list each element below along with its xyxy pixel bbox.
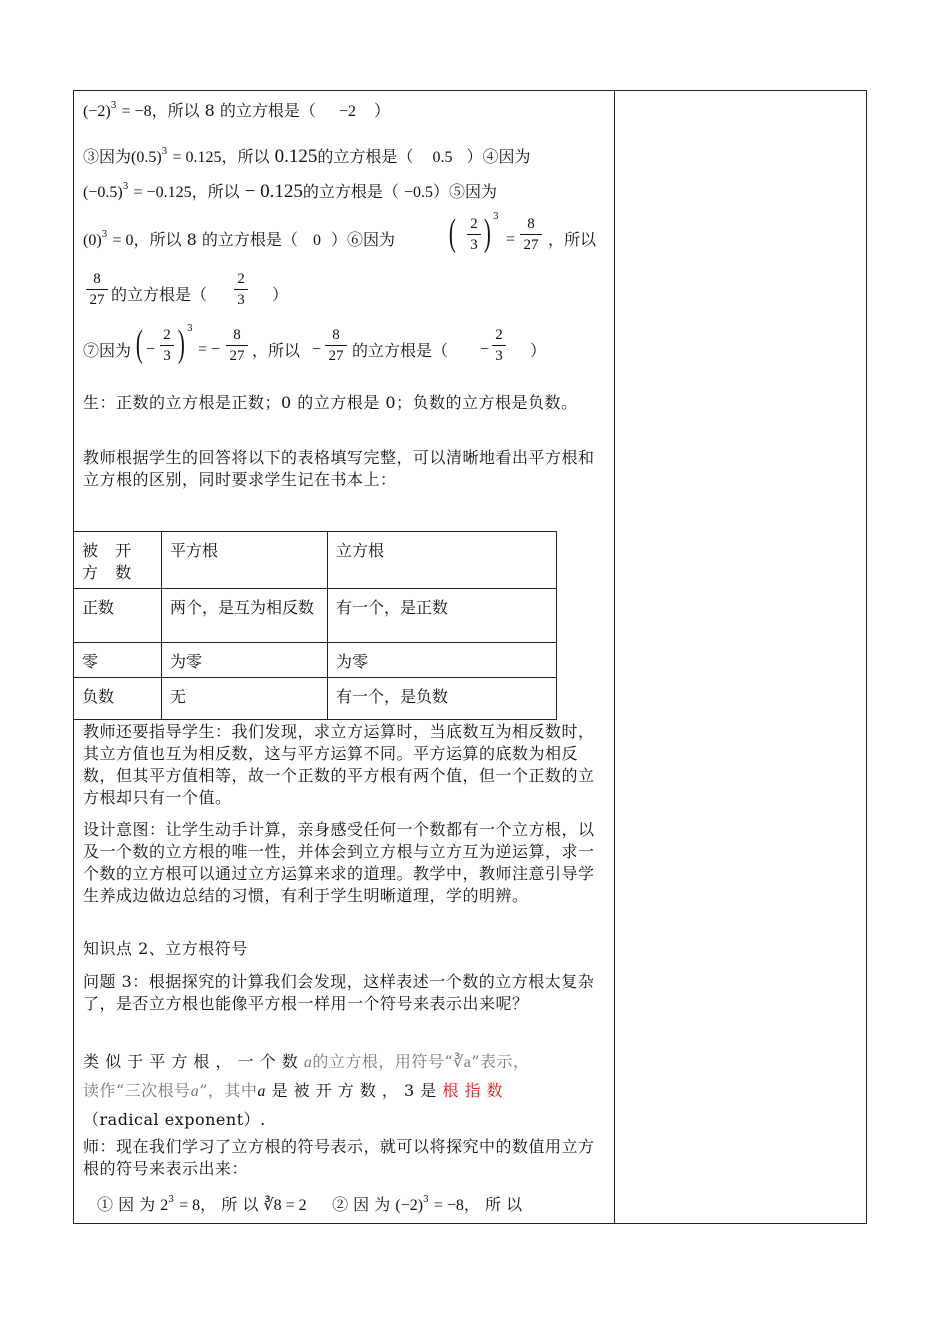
text: ，所以 — [191, 182, 240, 201]
text: ，所以 — [252, 341, 301, 360]
teacher-table-intro: 教师根据学生的回答将以下的表格填写完整，可以清晰地看出平方根和立方根的区别，同时要求学生记在书本上： — [83, 448, 595, 489]
math-base: (0.5) — [131, 149, 162, 166]
paren-right: ) — [483, 212, 491, 254]
line-3 — [83, 181, 497, 206]
math-result: = −0.125 — [133, 184, 192, 201]
text: ⑦因为 — [83, 341, 132, 360]
table-header-row — [74, 532, 557, 589]
math-base: (−2) — [83, 103, 111, 120]
paren-left: ( — [448, 212, 456, 254]
line-4 — [83, 229, 395, 254]
text: 的立方根是（ — [317, 147, 414, 166]
table-cell: 无 — [162, 678, 328, 720]
line-1 — [83, 100, 390, 125]
header-cell: 平方根 — [162, 532, 328, 589]
text: ③因为 — [83, 147, 132, 166]
math-minus: − — [312, 341, 322, 358]
last-line: ① 因 为 $2^3 = 8$， 所 以 ∛8 = 2 ② 因 为 $(-2)^3 = -8$， 所 以 — [97, 1195, 523, 1214]
math-minus: − — [146, 341, 156, 358]
math-exp: 3 — [101, 230, 108, 240]
teacher-guidance: 教师还要指导学生：我们发现，求立方运算时，当底数互为相反数时，其立方值也互为相反数，这与平方运算不同。平方运算的底数为相反数，但其平方值相等，故一个正数的平方根有两个值，但一个正数的立方根却只有一个值。 — [83, 722, 595, 807]
answer: 0 — [312, 232, 321, 249]
math-exp: 3 — [493, 212, 499, 222]
comparison-table — [73, 531, 557, 720]
math-minus: − — [480, 341, 490, 358]
fraction-2-3: 2 3 — [160, 326, 174, 365]
text: ，所以 8 的立方根是（ — [133, 230, 298, 249]
paren-left: ( — [135, 323, 143, 365]
cube-root-symbol: ∛a — [453, 1054, 472, 1071]
text: ，所以 — [548, 230, 597, 249]
math-exp: 3 — [187, 324, 193, 334]
fraction-2-3: 2 3 — [467, 215, 481, 254]
table-cell: 有一个，是正数 — [328, 589, 557, 643]
math-base: (−0.5) — [83, 184, 123, 201]
text: 的立方根是（ — [352, 341, 449, 360]
fraction-8-27: 8 27 — [226, 326, 248, 365]
table-cell: 两个，是互为相反数 — [162, 589, 328, 643]
math-exp: 3 — [161, 147, 168, 157]
text: ） — [272, 285, 289, 304]
answer: −0.5 — [404, 184, 434, 201]
teacher-now: 师：现在我们学习了立方根的符号表示，就可以将探究中的数值用立方根的符号来表示出来： — [83, 1137, 595, 1178]
table-cell: 为零 — [328, 643, 557, 678]
table-cell: 负数 — [74, 678, 162, 720]
text: ） — [374, 101, 391, 120]
text: ，所以 8 的立方根是（ — [151, 101, 316, 120]
math-exp: 3 — [122, 182, 129, 192]
table-row — [74, 589, 557, 643]
math-equals: = — [506, 231, 516, 248]
question-3: 问题 3：根据探究的计算我们会发现，这样表述一个数的立方根太复杂了，是否立方根也能像平方根一样用一个符号来表示出来呢？ — [83, 972, 595, 1013]
number: 0.125 — [274, 146, 318, 167]
math-base: (0) — [83, 232, 102, 249]
highlight-radical-exponent: 根 指 数 — [442, 1081, 504, 1100]
text: 的立方根是（ — [111, 285, 208, 304]
table-cell: 有一个，是负数 — [328, 678, 557, 720]
design-intent: 设计意图：让学生动手计算，亲身感受任何一个数都有一个立方根，以及一个数的立方根的唯一性，并体会到立方根与立方互为逆运算，求一个数的立方根可以通过立方运算来求的道理。教学中，教师注意引导学生养成边做边总结的习惯，有利于学生明晰道理，学的明辨。 — [83, 820, 595, 905]
fraction-8-27: 8 27 — [86, 270, 108, 309]
table-cell: 零 — [74, 643, 162, 678]
text: ）⑤因为 — [433, 182, 498, 201]
number: − 0.125 — [244, 181, 303, 202]
text: ）④因为 — [466, 147, 531, 166]
answer: 0.5 — [432, 149, 453, 166]
symbol-definition: 类 似 于 平 方 根 ， 一 个 数 a的立方根，用符号“∛a”表示， 读作“三次根号a”，其中a 是 被 开 方 数 ， 3 是 根 指 数 （radical exponent）. — [83, 1052, 530, 1129]
math-result: = 0 — [112, 232, 134, 249]
math-result: = 0.125 — [172, 149, 222, 166]
paren-right: ) — [177, 323, 185, 365]
text: ，所以 — [221, 147, 270, 166]
fraction-2-3: 2 3 — [234, 270, 248, 309]
math-equals: = − — [198, 341, 221, 358]
header-cell: 立方根 — [328, 532, 557, 589]
knowledge-point-2: 知识点 2、立方根符号 — [83, 939, 248, 958]
table-cell: 为零 — [162, 643, 328, 678]
student-answer: 生：正数的立方根是正数；0 的立方根是 0；负数的立方根是负数。 — [83, 393, 578, 412]
table-row — [74, 678, 557, 720]
fraction-8-27: 8 27 — [520, 215, 542, 254]
fraction-2-3: 2 3 — [492, 326, 506, 365]
text: 的立方根是（ — [302, 182, 399, 201]
text: ） — [530, 341, 547, 360]
table-row — [74, 643, 557, 678]
fraction-8-27: 8 27 — [325, 326, 347, 365]
answer: −2 — [339, 103, 357, 120]
column-divider — [614, 90, 615, 1224]
line-2 — [83, 146, 531, 171]
text: ）⑥因为 — [330, 230, 395, 249]
math-result: = −8 — [121, 103, 152, 120]
header-cell: 被 开 方 数 — [74, 532, 162, 589]
table-cell: 正数 — [74, 589, 162, 643]
math-exp: 3 — [110, 101, 117, 111]
